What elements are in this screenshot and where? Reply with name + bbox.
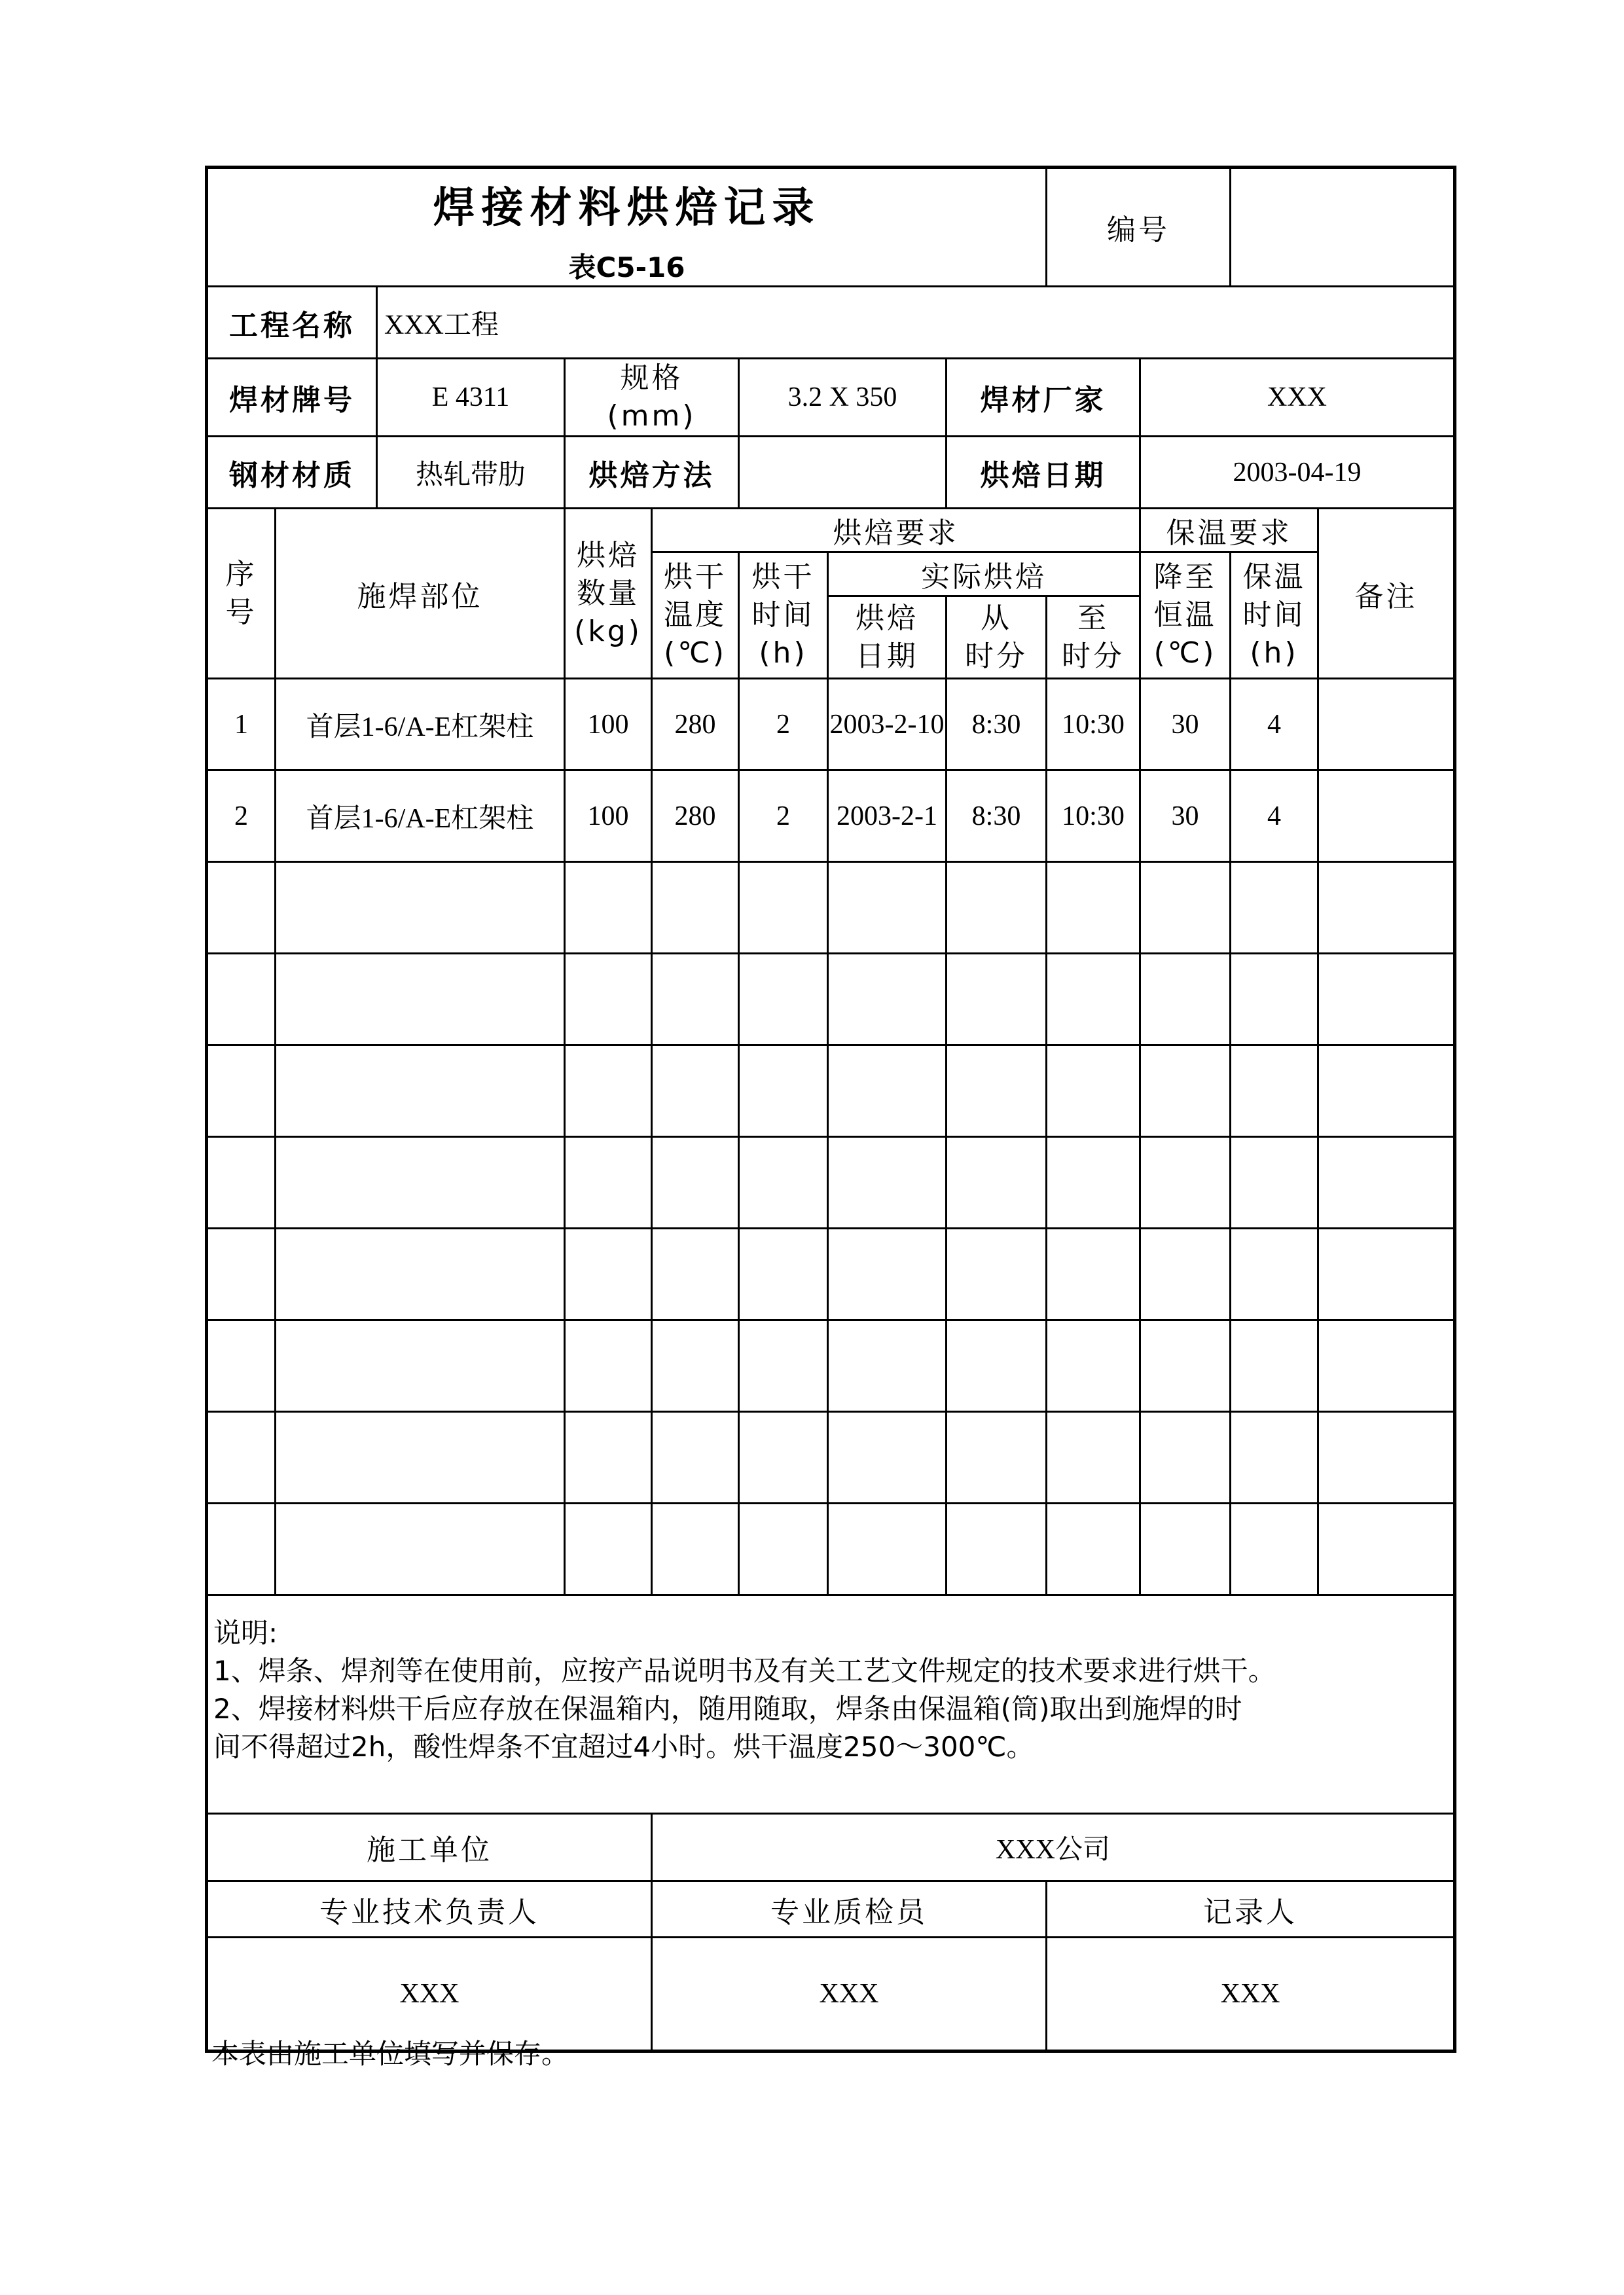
empty-cell[interactable] <box>947 1229 1047 1320</box>
spec-label-line1: 规格 <box>620 361 683 395</box>
cell-to[interactable]: 10:30 <box>1047 770 1140 862</box>
cell-remark[interactable] <box>1318 679 1455 770</box>
maker-label: 焊材厂家 <box>947 359 1140 437</box>
empty-cell[interactable] <box>739 954 828 1045</box>
empty-cell[interactable] <box>1047 862 1140 954</box>
cell-remark[interactable] <box>1318 770 1455 862</box>
table-row-empty <box>207 1504 1455 1595</box>
empty-cell[interactable] <box>1047 954 1140 1045</box>
cell-cool[interactable]: 30 <box>1140 679 1231 770</box>
col-hold-req: 保温要求 <box>1140 509 1318 552</box>
col-qty: 烘焙 数量 (kg) <box>565 509 652 679</box>
steel-row <box>207 437 1455 509</box>
empty-cell[interactable] <box>565 1412 652 1504</box>
footer-note: 本表由施工单位填写并保存。 <box>211 2040 569 2070</box>
cell-seq[interactable]: 2 <box>207 770 276 862</box>
notes-line-3: 间不得超过2h，酸性焊条不宜超过4小时。烘干温度250～300℃。 <box>213 1731 1034 1763</box>
empty-cell[interactable] <box>565 862 652 954</box>
notes-title: 说明: <box>213 1617 278 1649</box>
baking-record-table <box>205 166 1456 2053</box>
empty-cell[interactable] <box>1231 954 1318 1045</box>
cell-qty[interactable]: 100 <box>565 679 652 770</box>
date-value[interactable]: 2003-04-19 <box>1140 437 1455 509</box>
empty-cell[interactable] <box>1318 1229 1455 1320</box>
empty-cell[interactable] <box>207 1412 276 1504</box>
empty-cell[interactable] <box>207 1504 276 1595</box>
cell-location[interactable]: 首层1-6/A-E杠架柱 <box>276 770 565 862</box>
project-value[interactable]: XXX工程 <box>377 287 1455 359</box>
empty-cell[interactable] <box>1047 1504 1140 1595</box>
empty-cell[interactable] <box>207 1137 276 1229</box>
empty-cell[interactable] <box>1047 1229 1140 1320</box>
tech-lead-value[interactable]: XXX <box>207 1938 652 2051</box>
empty-cell[interactable] <box>1231 1412 1318 1504</box>
cell-location[interactable]: 首层1-6/A-E杠架柱 <box>276 679 565 770</box>
spec-value[interactable]: 3.2 X 350 <box>739 359 947 437</box>
table-row-empty <box>207 862 1455 954</box>
steel-label: 钢材材质 <box>207 437 377 509</box>
method-label: 烘焙方法 <box>565 437 739 509</box>
unit-label: 施工单位 <box>207 1814 652 1881</box>
empty-cell[interactable] <box>1140 954 1231 1045</box>
table-row <box>207 679 1455 770</box>
empty-cell[interactable] <box>565 1229 652 1320</box>
notes-row <box>207 1595 1455 1814</box>
empty-cell[interactable] <box>828 1412 947 1504</box>
empty-cell[interactable] <box>828 1137 947 1229</box>
cell-seq[interactable]: 1 <box>207 679 276 770</box>
col-dry-time: 烘干 时间 (h) <box>739 552 828 679</box>
empty-cell[interactable] <box>1318 1504 1455 1595</box>
empty-cell[interactable] <box>1231 1137 1318 1229</box>
empty-cell[interactable] <box>1231 1320 1318 1412</box>
cell-from[interactable]: 8:30 <box>947 679 1047 770</box>
empty-cell[interactable] <box>565 954 652 1045</box>
empty-cell[interactable] <box>565 1320 652 1412</box>
cell-hold[interactable]: 4 <box>1231 679 1318 770</box>
empty-cell[interactable] <box>207 1045 276 1137</box>
empty-cell[interactable] <box>1231 1504 1318 1595</box>
form-sheet <box>205 166 1453 2053</box>
empty-cell[interactable] <box>1140 1412 1231 1504</box>
project-row <box>207 287 1455 359</box>
empty-cell[interactable] <box>947 1137 1047 1229</box>
empty-cell[interactable] <box>1140 1045 1231 1137</box>
empty-cell[interactable] <box>739 1045 828 1137</box>
cell-cool[interactable]: 30 <box>1140 770 1231 862</box>
col-cool-to: 降至 恒温 (℃) <box>1140 552 1231 679</box>
empty-cell[interactable] <box>739 1320 828 1412</box>
spec-label <box>565 359 739 437</box>
qc-inspector-value[interactable]: XXX <box>652 1938 1047 2051</box>
method-value[interactable] <box>739 437 947 509</box>
cell-to[interactable]: 10:30 <box>1047 679 1140 770</box>
table-row-empty <box>207 954 1455 1045</box>
unit-value[interactable]: XXX公司 <box>652 1814 1455 1881</box>
empty-cell[interactable] <box>947 1045 1047 1137</box>
cell-date[interactable]: 2003-2-10 <box>828 679 947 770</box>
empty-cell[interactable] <box>828 1229 947 1320</box>
recorder-value[interactable]: XXX <box>1047 1938 1455 2051</box>
cell-time[interactable]: 2 <box>739 679 828 770</box>
notes-cell <box>207 1595 1455 1814</box>
empty-cell[interactable] <box>1231 862 1318 954</box>
empty-cell[interactable] <box>276 862 565 954</box>
col-to: 至 时分 <box>1047 596 1140 679</box>
empty-cell[interactable] <box>207 862 276 954</box>
number-value[interactable] <box>1231 168 1455 287</box>
empty-cell[interactable] <box>828 1504 947 1595</box>
empty-cell[interactable] <box>652 1045 739 1137</box>
empty-cell[interactable] <box>1140 862 1231 954</box>
empty-cell[interactable] <box>739 1229 828 1320</box>
empty-cell[interactable] <box>1047 1045 1140 1137</box>
brand-label: 焊材牌号 <box>207 359 377 437</box>
empty-cell[interactable] <box>276 1504 565 1595</box>
empty-cell[interactable] <box>565 1504 652 1595</box>
empty-cell[interactable] <box>1047 1412 1140 1504</box>
table-row-empty <box>207 1320 1455 1412</box>
cell-date[interactable]: 2003-2-1 <box>828 770 947 862</box>
recorder-label: 记录人 <box>1047 1881 1455 1938</box>
empty-cell[interactable] <box>828 1045 947 1137</box>
empty-cell[interactable] <box>1231 1229 1318 1320</box>
notes-line-2: 2、焊接材料烘干后应存放在保温箱内，随用随取，焊条由保温箱(筒)取出到施焊的时 <box>213 1693 1242 1725</box>
col-seq: 序 号 <box>207 509 276 679</box>
empty-cell[interactable] <box>276 1045 565 1137</box>
empty-cell[interactable] <box>276 1412 565 1504</box>
empty-cell[interactable] <box>652 1137 739 1229</box>
steel-value[interactable]: 热轧带肋 <box>377 437 565 509</box>
empty-cell[interactable] <box>1318 1412 1455 1504</box>
empty-cell[interactable] <box>207 954 276 1045</box>
number-label: 编号 <box>1047 168 1231 287</box>
tech-lead-label: 专业技术负责人 <box>207 1881 652 1938</box>
empty-cell[interactable] <box>828 862 947 954</box>
col-bake-date: 烘焙 日期 <box>828 596 947 679</box>
empty-cell[interactable] <box>652 1504 739 1595</box>
empty-cell[interactable] <box>1140 1229 1231 1320</box>
table-row-empty <box>207 1412 1455 1504</box>
empty-cell[interactable] <box>1318 1320 1455 1412</box>
empty-cell[interactable] <box>207 1320 276 1412</box>
cell-time[interactable]: 2 <box>739 770 828 862</box>
col-hold-time: 保温 时间 (h) <box>1231 552 1318 679</box>
cell-temp[interactable]: 280 <box>652 770 739 862</box>
cell-from[interactable]: 8:30 <box>947 770 1047 862</box>
empty-cell[interactable] <box>1047 1137 1140 1229</box>
col-bake-req: 烘焙要求 <box>652 509 1140 552</box>
empty-cell[interactable] <box>947 862 1047 954</box>
brand-value[interactable]: E 4311 <box>377 359 565 437</box>
empty-cell[interactable] <box>1140 1504 1231 1595</box>
table-row-empty <box>207 1137 1455 1229</box>
maker-value[interactable]: XXX <box>1140 359 1455 437</box>
empty-cell[interactable] <box>947 1504 1047 1595</box>
date-label: 烘焙日期 <box>947 437 1140 509</box>
empty-cell[interactable] <box>652 1229 739 1320</box>
empty-cell[interactable] <box>947 1320 1047 1412</box>
empty-cell[interactable] <box>739 1412 828 1504</box>
col-location: 施焊部位 <box>276 509 565 679</box>
cell-qty[interactable]: 100 <box>565 770 652 862</box>
table-row-empty <box>207 1229 1455 1320</box>
cell-hold[interactable]: 4 <box>1231 770 1318 862</box>
title-cell <box>207 168 1047 287</box>
col-from: 从 时分 <box>947 596 1047 679</box>
empty-cell[interactable] <box>1318 1045 1455 1137</box>
notes-line-1: 1、焊条、焊剂等在使用前，应按产品说明书及有关工艺文件规定的技术要求进行烘干。 <box>213 1655 1276 1687</box>
empty-cell[interactable] <box>947 954 1047 1045</box>
qc-inspector-label: 专业质检员 <box>652 1881 1047 1938</box>
empty-cell[interactable] <box>276 954 565 1045</box>
column-header-row-1 <box>207 509 1455 552</box>
empty-cell[interactable] <box>1318 954 1455 1045</box>
empty-cell[interactable] <box>207 1229 276 1320</box>
table-row <box>207 770 1455 862</box>
empty-cell[interactable] <box>739 1504 828 1595</box>
col-actual: 实际烘焙 <box>828 552 1140 596</box>
empty-cell[interactable] <box>1140 1320 1231 1412</box>
empty-cell[interactable] <box>1047 1320 1140 1412</box>
empty-cell[interactable] <box>652 954 739 1045</box>
empty-cell[interactable] <box>1140 1137 1231 1229</box>
form-code: 表C5-16 <box>568 251 685 283</box>
empty-cell[interactable] <box>565 1137 652 1229</box>
empty-cell[interactable] <box>828 1320 947 1412</box>
empty-cell[interactable] <box>565 1045 652 1137</box>
empty-cell[interactable] <box>652 1412 739 1504</box>
empty-cell[interactable] <box>652 1320 739 1412</box>
cell-temp[interactable]: 280 <box>652 679 739 770</box>
empty-cell[interactable] <box>1231 1045 1318 1137</box>
empty-cell[interactable] <box>276 1320 565 1412</box>
empty-cell[interactable] <box>947 1412 1047 1504</box>
empty-cell[interactable] <box>1318 862 1455 954</box>
project-label: 工程名称 <box>207 287 377 359</box>
empty-cell[interactable] <box>828 954 947 1045</box>
col-remark: 备注 <box>1318 509 1455 679</box>
empty-cell[interactable] <box>739 1137 828 1229</box>
page-title: 焊接材料烘焙记录 <box>433 184 821 232</box>
spec-label-line2: (mm) <box>607 399 696 433</box>
empty-cell[interactable] <box>652 862 739 954</box>
empty-cell[interactable] <box>276 1137 565 1229</box>
empty-cell[interactable] <box>1318 1137 1455 1229</box>
signer-label-row <box>207 1881 1455 1938</box>
unit-row <box>207 1814 1455 1881</box>
empty-cell[interactable] <box>739 862 828 954</box>
col-dry-temp: 烘干 温度 (℃) <box>652 552 739 679</box>
brand-row <box>207 359 1455 437</box>
table-row-empty <box>207 1045 1455 1137</box>
empty-cell[interactable] <box>276 1229 565 1320</box>
title-row <box>207 168 1455 287</box>
